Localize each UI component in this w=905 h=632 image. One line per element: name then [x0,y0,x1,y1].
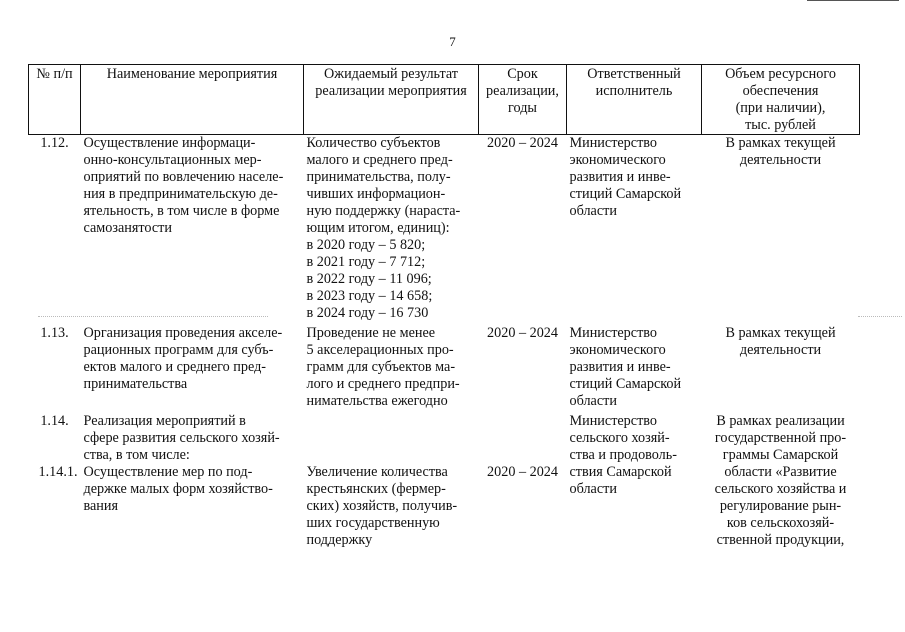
row-measure-name: Организация проведения акселе- рационных программ для субъ- ектов малого и среднего пред- принимательства [83,325,283,392]
row-executor: Министерство экономического развития и инве- стиций Самарской области [569,325,682,409]
row-period: 2020 – 2024 [487,135,558,151]
row-measure-name: Осуществление мер по под- держке малых форм хозяйство- вания [83,464,273,514]
row-expected-result [304,413,479,464]
row-resources: В рамках текущей деятельности [725,135,836,168]
header-resources: Объем ресурсного обеспечения (при наличии), тыс. рублей [702,65,860,135]
scan-dotted-line [38,316,268,318]
row-number: 1.12. [40,135,69,151]
row-number: 1.14.1. [38,464,78,480]
measures-table [28,64,860,549]
row-expected-result: Увеличение количества крестьянских (фермер- ских) хозяйств, получив- ших государственную поддержку [306,464,458,548]
row-executor: Министерство сельского хозяй- ства и продоволь- ствия Самарской области [569,413,677,497]
header-period: Срок реализации, годы [479,65,567,135]
row-resources: В рамках реализации государственной про- граммы Самарской области «Развитие сельского хозяйства и регулирование рын- ков сельскохозяй- ственной продукции, [714,413,847,548]
header-number: № п/п [29,65,81,135]
row-number: 1.14. [40,413,69,429]
table-row [29,135,860,326]
row-period: 2020 – 2024 [487,464,558,480]
table-row [29,325,860,413]
table-row [29,413,860,464]
row-executor: Министерство экономического развития и инве- стиций Самарской области [569,135,682,219]
row-measure-name: Реализация мероприятий в сфере развития сельского хозяй- ства, в том числе: [83,413,280,463]
row-measure-name: Осуществление информаци- онно-консультационных мер- оприятий по вовлечению населе- ния в предпринимательскую де- ятельность, в том числе в форме самозанятости [83,135,284,236]
row-period [479,413,567,464]
header-executor: Ответственный исполнитель [567,65,702,135]
header-measure-name: Наименование мероприятия [81,65,304,135]
row-expected-result: Количество субъектов малого и среднего пред- принимательства, полу- чивших информацион- ную поддержку (нараста- ющим итогом, единиц): в 2020 году – 5 820; в 2021 году – 7 712; в 2022 году – 11 096; в 2023 году – 14 658; в 2024 году – 16 730 [306,135,461,321]
row-number: 1.13. [40,325,69,341]
page-number: 7 [449,34,456,49]
row-resources: В рамках текущей деятельности [725,325,836,358]
top-rule [807,0,899,1]
row-period: 2020 – 2024 [487,325,558,341]
scan-dotted-line [858,316,902,318]
header-expected-result: Ожидаемый результат реализации мероприятия [304,65,479,135]
table-header-row [29,65,860,135]
row-expected-result: Проведение не менее 5 акселерационных про- грамм для субъектов ма- лого и среднего предпри- нимательства ежегодно [306,325,460,409]
